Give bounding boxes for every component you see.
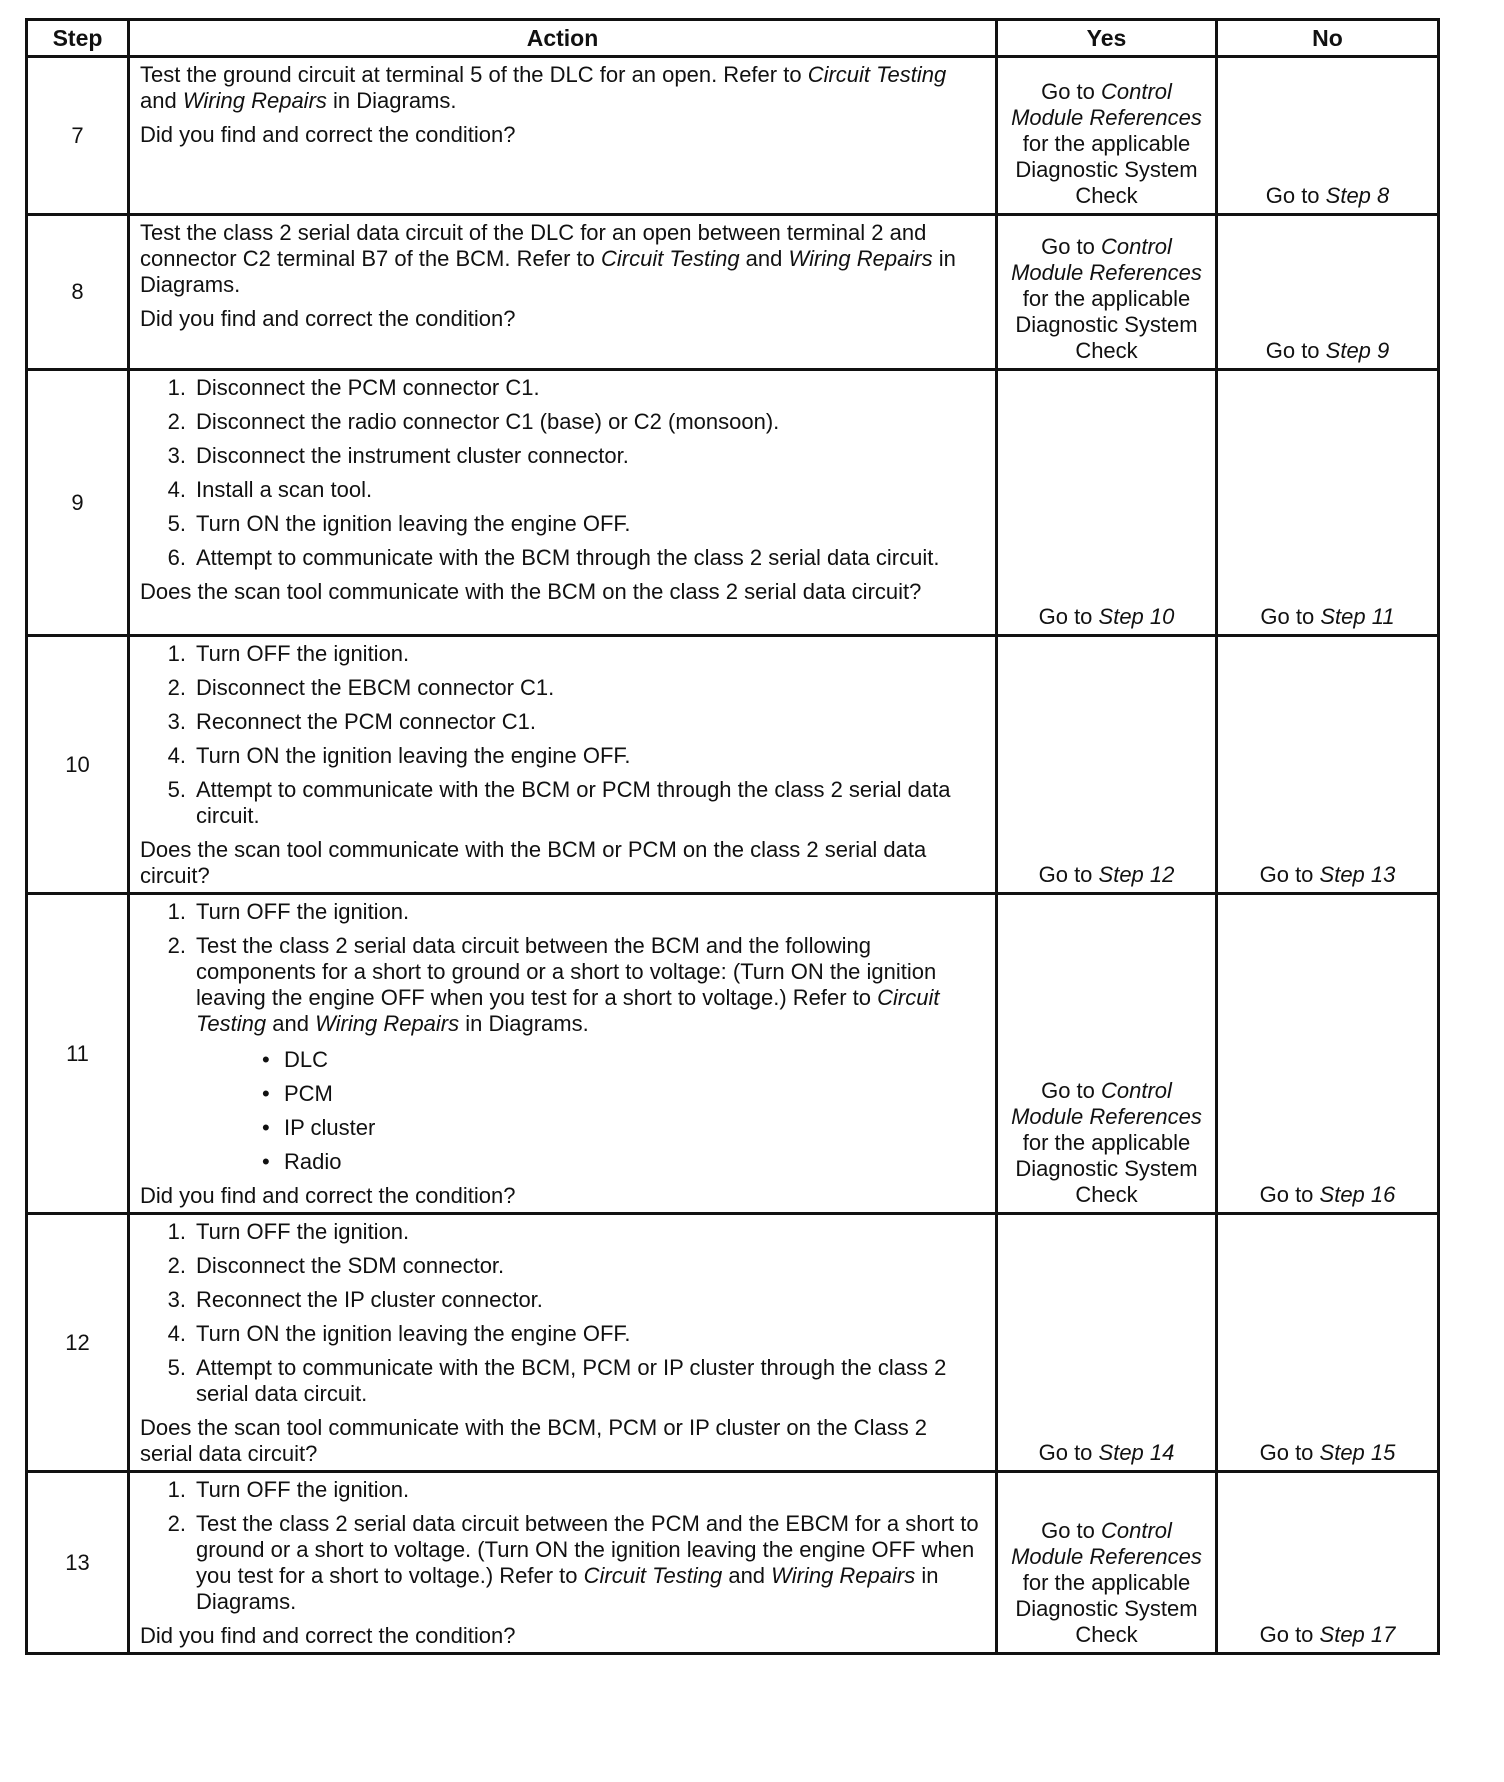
procedure-step — [140, 641, 985, 667]
reference-text: Circuit Testing — [583, 1563, 723, 1588]
text-segment: Go to — [1259, 1440, 1320, 1465]
procedure-step — [140, 777, 985, 829]
action-question: Does the scan tool communicate with the BCM on the class 2 serial data circuit? — [140, 579, 922, 604]
procedure-step-text — [196, 443, 629, 468]
procedure-step — [140, 477, 985, 503]
component-item — [196, 1149, 985, 1175]
no-result — [1217, 636, 1439, 894]
text-segment: Test the ground circuit at terminal 5 of the DLC for an open. Refer to — [140, 62, 808, 87]
procedure-step-text — [196, 511, 631, 536]
component-item — [196, 1081, 985, 1107]
text-segment: and — [140, 88, 183, 113]
table-body — [27, 57, 1439, 1654]
step-number: 10 — [27, 636, 129, 894]
text-segment: Reconnect the PCM connector C1. — [196, 709, 536, 734]
table-row — [27, 636, 1439, 894]
procedure-step-text — [196, 375, 540, 400]
text-segment: Attempt to communicate with the BCM or PCM through the class 2 serial data circuit. — [196, 777, 951, 828]
reference-text: Step 8 — [1325, 183, 1390, 208]
procedure-step-text — [196, 1511, 979, 1614]
procedure-step-number: 5. — [167, 1355, 186, 1380]
no-result — [1217, 1472, 1439, 1654]
action-cell — [129, 636, 997, 894]
text-segment: in Diagrams. — [196, 1563, 939, 1614]
procedure-step — [140, 933, 985, 1175]
action-question: Did you find and correct the condition? — [140, 1623, 516, 1648]
text-segment: Go to — [1041, 234, 1101, 259]
text-segment: Go to — [1259, 1182, 1320, 1207]
procedure-step-number: 4. — [167, 477, 186, 502]
yes-result — [997, 636, 1217, 894]
procedure-step-text — [196, 1287, 543, 1312]
yes-result — [997, 1472, 1217, 1654]
component-list — [196, 1047, 985, 1175]
procedure-step-number: 2. — [167, 675, 186, 700]
procedure-step-number: 3. — [167, 1287, 186, 1312]
procedure-step — [140, 545, 985, 571]
procedure-step-number: 4. — [167, 1321, 186, 1346]
text-segment: Disconnect the instrument cluster connector. — [196, 443, 629, 468]
procedure-step-text — [196, 709, 536, 734]
step-number: 13 — [27, 1472, 129, 1654]
text-segment: Disconnect the SDM connector. — [196, 1253, 505, 1278]
yes-result — [997, 894, 1217, 1214]
procedure-list — [140, 1219, 985, 1407]
text-segment: Turn ON the ignition leaving the engine OFF. — [196, 511, 631, 536]
procedure-step-number: 3. — [167, 709, 186, 734]
component-name: IP cluster — [284, 1115, 376, 1140]
component-name: PCM — [284, 1081, 333, 1106]
action-cell — [129, 215, 997, 370]
procedure-step — [140, 443, 985, 469]
text-segment: for the applicable Diagnostic System Check — [1015, 1570, 1198, 1647]
procedure-step-number: 1. — [167, 641, 186, 666]
procedure-list — [140, 375, 985, 571]
action-question: Did you find and correct the condition? — [140, 122, 516, 147]
procedure-step-text — [196, 1321, 631, 1346]
header-row — [27, 20, 1439, 57]
action-cell — [129, 370, 997, 636]
step-number: 12 — [27, 1214, 129, 1472]
table-row — [27, 1472, 1439, 1654]
diagnostic-table — [25, 18, 1440, 1655]
header-step: Step — [27, 20, 129, 57]
table-row — [27, 1214, 1439, 1472]
step-number: 9 — [27, 370, 129, 636]
procedure-step-text — [196, 641, 409, 666]
procedure-step-text — [196, 1355, 946, 1406]
reference-text: Step 9 — [1325, 338, 1390, 363]
text-segment: Test the class 2 serial data circuit between the PCM and the EBCM for a short to ground or a short to voltage. (Turn ON the ignition leaving the engine OFF when you test for a short to voltage.) Refer to — [196, 1511, 979, 1588]
text-segment: Go to — [1038, 1440, 1099, 1465]
reference-text: Wiring Repairs — [182, 88, 327, 113]
no-result — [1217, 215, 1439, 370]
procedure-step-text — [196, 899, 409, 924]
reference-text: Step 17 — [1319, 1622, 1396, 1647]
procedure-step — [140, 899, 985, 925]
step-number: 7 — [27, 57, 129, 215]
text-segment: Go to — [1038, 604, 1099, 629]
component-item — [196, 1047, 985, 1073]
header-action: Action — [129, 20, 997, 57]
header-yes: Yes — [997, 20, 1217, 57]
no-result — [1217, 57, 1439, 215]
text-segment: Go to — [1260, 604, 1321, 629]
procedure-step-text — [196, 409, 779, 434]
text-segment: Turn OFF the ignition. — [196, 1219, 410, 1244]
reference-text: Wiring Repairs — [771, 1563, 916, 1588]
procedure-step — [140, 1355, 985, 1407]
text-segment: Install a scan tool. — [196, 477, 373, 502]
text-segment: Go to — [1038, 862, 1099, 887]
procedure-step-text — [196, 777, 950, 828]
procedure-step — [140, 675, 985, 701]
reference-text: Step 16 — [1319, 1182, 1396, 1207]
procedure-step — [140, 1253, 985, 1279]
table-row — [27, 215, 1439, 370]
reference-text: Control Module References — [1011, 1518, 1202, 1569]
no-result — [1217, 370, 1439, 636]
reference-text: Control Module References — [1011, 1078, 1202, 1129]
text-segment: Go to — [1265, 338, 1326, 363]
text-segment: Attempt to communicate with the BCM through the class 2 serial data circuit. — [196, 545, 940, 570]
action-cell — [129, 894, 997, 1214]
text-segment: and — [266, 1011, 316, 1036]
action-cell — [129, 57, 997, 215]
header-no: No — [1217, 20, 1439, 57]
text-segment: for the applicable Diagnostic System Check — [1015, 286, 1198, 363]
procedure-step-number: 2. — [167, 409, 186, 434]
procedure-list — [140, 641, 985, 829]
procedure-step-number: 2. — [167, 933, 186, 958]
action-cell — [129, 1472, 997, 1654]
text-segment: for the applicable Diagnostic System Check — [1015, 1130, 1198, 1207]
procedure-step — [140, 743, 985, 769]
no-result — [1217, 894, 1439, 1214]
reference-text: Control Module References — [1011, 79, 1202, 130]
text-segment: and — [739, 246, 789, 271]
component-name: Radio — [284, 1149, 342, 1174]
table-row — [27, 894, 1439, 1214]
reference-text: Circuit Testing — [196, 985, 940, 1036]
yes-result — [997, 1214, 1217, 1472]
procedure-step — [140, 409, 985, 435]
procedure-step-number: 1. — [167, 375, 186, 400]
procedure-step-number: 1. — [167, 899, 186, 924]
bullet-icon: • — [262, 1047, 270, 1072]
procedure-step-text — [196, 743, 631, 768]
bullet-icon: • — [262, 1149, 270, 1174]
procedure-list — [140, 1477, 985, 1615]
procedure-step — [140, 1511, 985, 1615]
procedure-step-number: 6. — [167, 545, 186, 570]
procedure-step-text — [196, 1253, 504, 1278]
text-segment: Go to — [1041, 79, 1101, 104]
reference-text: Step 11 — [1320, 604, 1395, 629]
procedure-step-number: 2. — [167, 1253, 186, 1278]
procedure-step-text — [196, 477, 372, 502]
action-question: Does the scan tool communicate with the BCM, PCM or IP cluster on the Class 2 serial data circuit? — [140, 1415, 928, 1466]
text-segment: Go to — [1041, 1078, 1101, 1103]
text-segment: Test the class 2 serial data circuit of the DLC for an open between terminal 2 and connector C2 terminal B7 of the BCM. Refer to — [140, 220, 927, 271]
text-segment: Disconnect the EBCM connector C1. — [196, 675, 555, 700]
text-segment: Test the class 2 serial data circuit between the BCM and the following components for a short to ground or a short to voltage: (Turn ON the ignition leaving the engine OFF when you test for a short to voltage.) Refer to — [196, 933, 937, 1010]
text-segment: Turn OFF the ignition. — [196, 899, 410, 924]
text-segment: Disconnect the radio connector C1 (base) or C2 (monsoon). — [196, 409, 780, 434]
reference-text: Step 10 — [1098, 604, 1175, 629]
procedure-step-number: 1. — [167, 1219, 186, 1244]
no-result — [1217, 1214, 1439, 1472]
procedure-step — [140, 1477, 985, 1503]
text-segment: Turn OFF the ignition. — [196, 1477, 410, 1502]
procedure-step — [140, 375, 985, 401]
step-number: 11 — [27, 894, 129, 1214]
text-segment: Go to — [1259, 1622, 1320, 1647]
text-segment: Go to — [1041, 1518, 1101, 1543]
text-segment: Turn ON the ignition leaving the engine OFF. — [196, 743, 631, 768]
yes-result — [997, 370, 1217, 636]
action-instruction — [140, 220, 985, 298]
procedure-step-number: 5. — [167, 777, 186, 802]
reference-text: Circuit Testing — [600, 246, 740, 271]
text-segment: Go to — [1265, 183, 1326, 208]
text-segment: in Diagrams. — [140, 246, 956, 297]
procedure-step — [140, 1321, 985, 1347]
table-row — [27, 370, 1439, 636]
action-question: Did you find and correct the condition? — [140, 1183, 516, 1208]
reference-text: Step 13 — [1319, 862, 1396, 887]
text-segment: and — [722, 1563, 772, 1588]
action-question: Does the scan tool communicate with the BCM or PCM on the class 2 serial data circuit? — [140, 837, 927, 888]
reference-text: Step 12 — [1098, 862, 1175, 887]
reference-text: Step 15 — [1319, 1440, 1396, 1465]
table-row — [27, 57, 1439, 215]
text-segment: in Diagrams. — [459, 1011, 589, 1036]
text-segment: Turn ON the ignition leaving the engine OFF. — [196, 1321, 631, 1346]
procedure-step — [140, 1219, 985, 1245]
text-segment: in Diagrams. — [326, 88, 457, 113]
reference-text: Control Module References — [1011, 234, 1202, 285]
procedure-step-text — [196, 933, 939, 1036]
procedure-step-number: 3. — [167, 443, 186, 468]
action-question: Did you find and correct the condition? — [140, 306, 516, 331]
action-cell — [129, 1214, 997, 1472]
procedure-step-number: 5. — [167, 511, 186, 536]
bullet-icon: • — [262, 1081, 270, 1106]
procedure-step-text — [196, 545, 939, 570]
text-segment: Disconnect the PCM connector C1. — [196, 375, 540, 400]
procedure-step-text — [196, 675, 554, 700]
step-number: 8 — [27, 215, 129, 370]
component-item — [196, 1115, 985, 1141]
procedure-step — [140, 1287, 985, 1313]
reference-text: Wiring Repairs — [788, 246, 933, 271]
procedure-step-number: 2. — [167, 1511, 186, 1536]
text-segment: Reconnect the IP cluster connector. — [196, 1287, 543, 1312]
text-segment: Turn OFF the ignition. — [196, 641, 410, 666]
yes-result — [997, 215, 1217, 370]
procedure-step-number: 4. — [167, 743, 186, 768]
component-name: DLC — [284, 1047, 329, 1072]
reference-text: Step 14 — [1098, 1440, 1175, 1465]
bullet-icon: • — [262, 1115, 270, 1140]
text-segment: for the applicable Diagnostic System Check — [1015, 131, 1198, 208]
procedure-step-text — [196, 1477, 409, 1502]
text-segment: Attempt to communicate with the BCM, PCM or IP cluster through the class 2 serial data circuit. — [196, 1355, 947, 1406]
text-segment: Go to — [1259, 862, 1320, 887]
procedure-step — [140, 511, 985, 537]
procedure-step-number: 1. — [167, 1477, 186, 1502]
yes-result — [997, 57, 1217, 215]
procedure-list — [140, 899, 985, 1175]
action-instruction — [140, 62, 985, 114]
procedure-step-text — [196, 1219, 409, 1244]
reference-text: Wiring Repairs — [315, 1011, 460, 1036]
procedure-step — [140, 709, 985, 735]
reference-text: Circuit Testing — [807, 62, 947, 87]
